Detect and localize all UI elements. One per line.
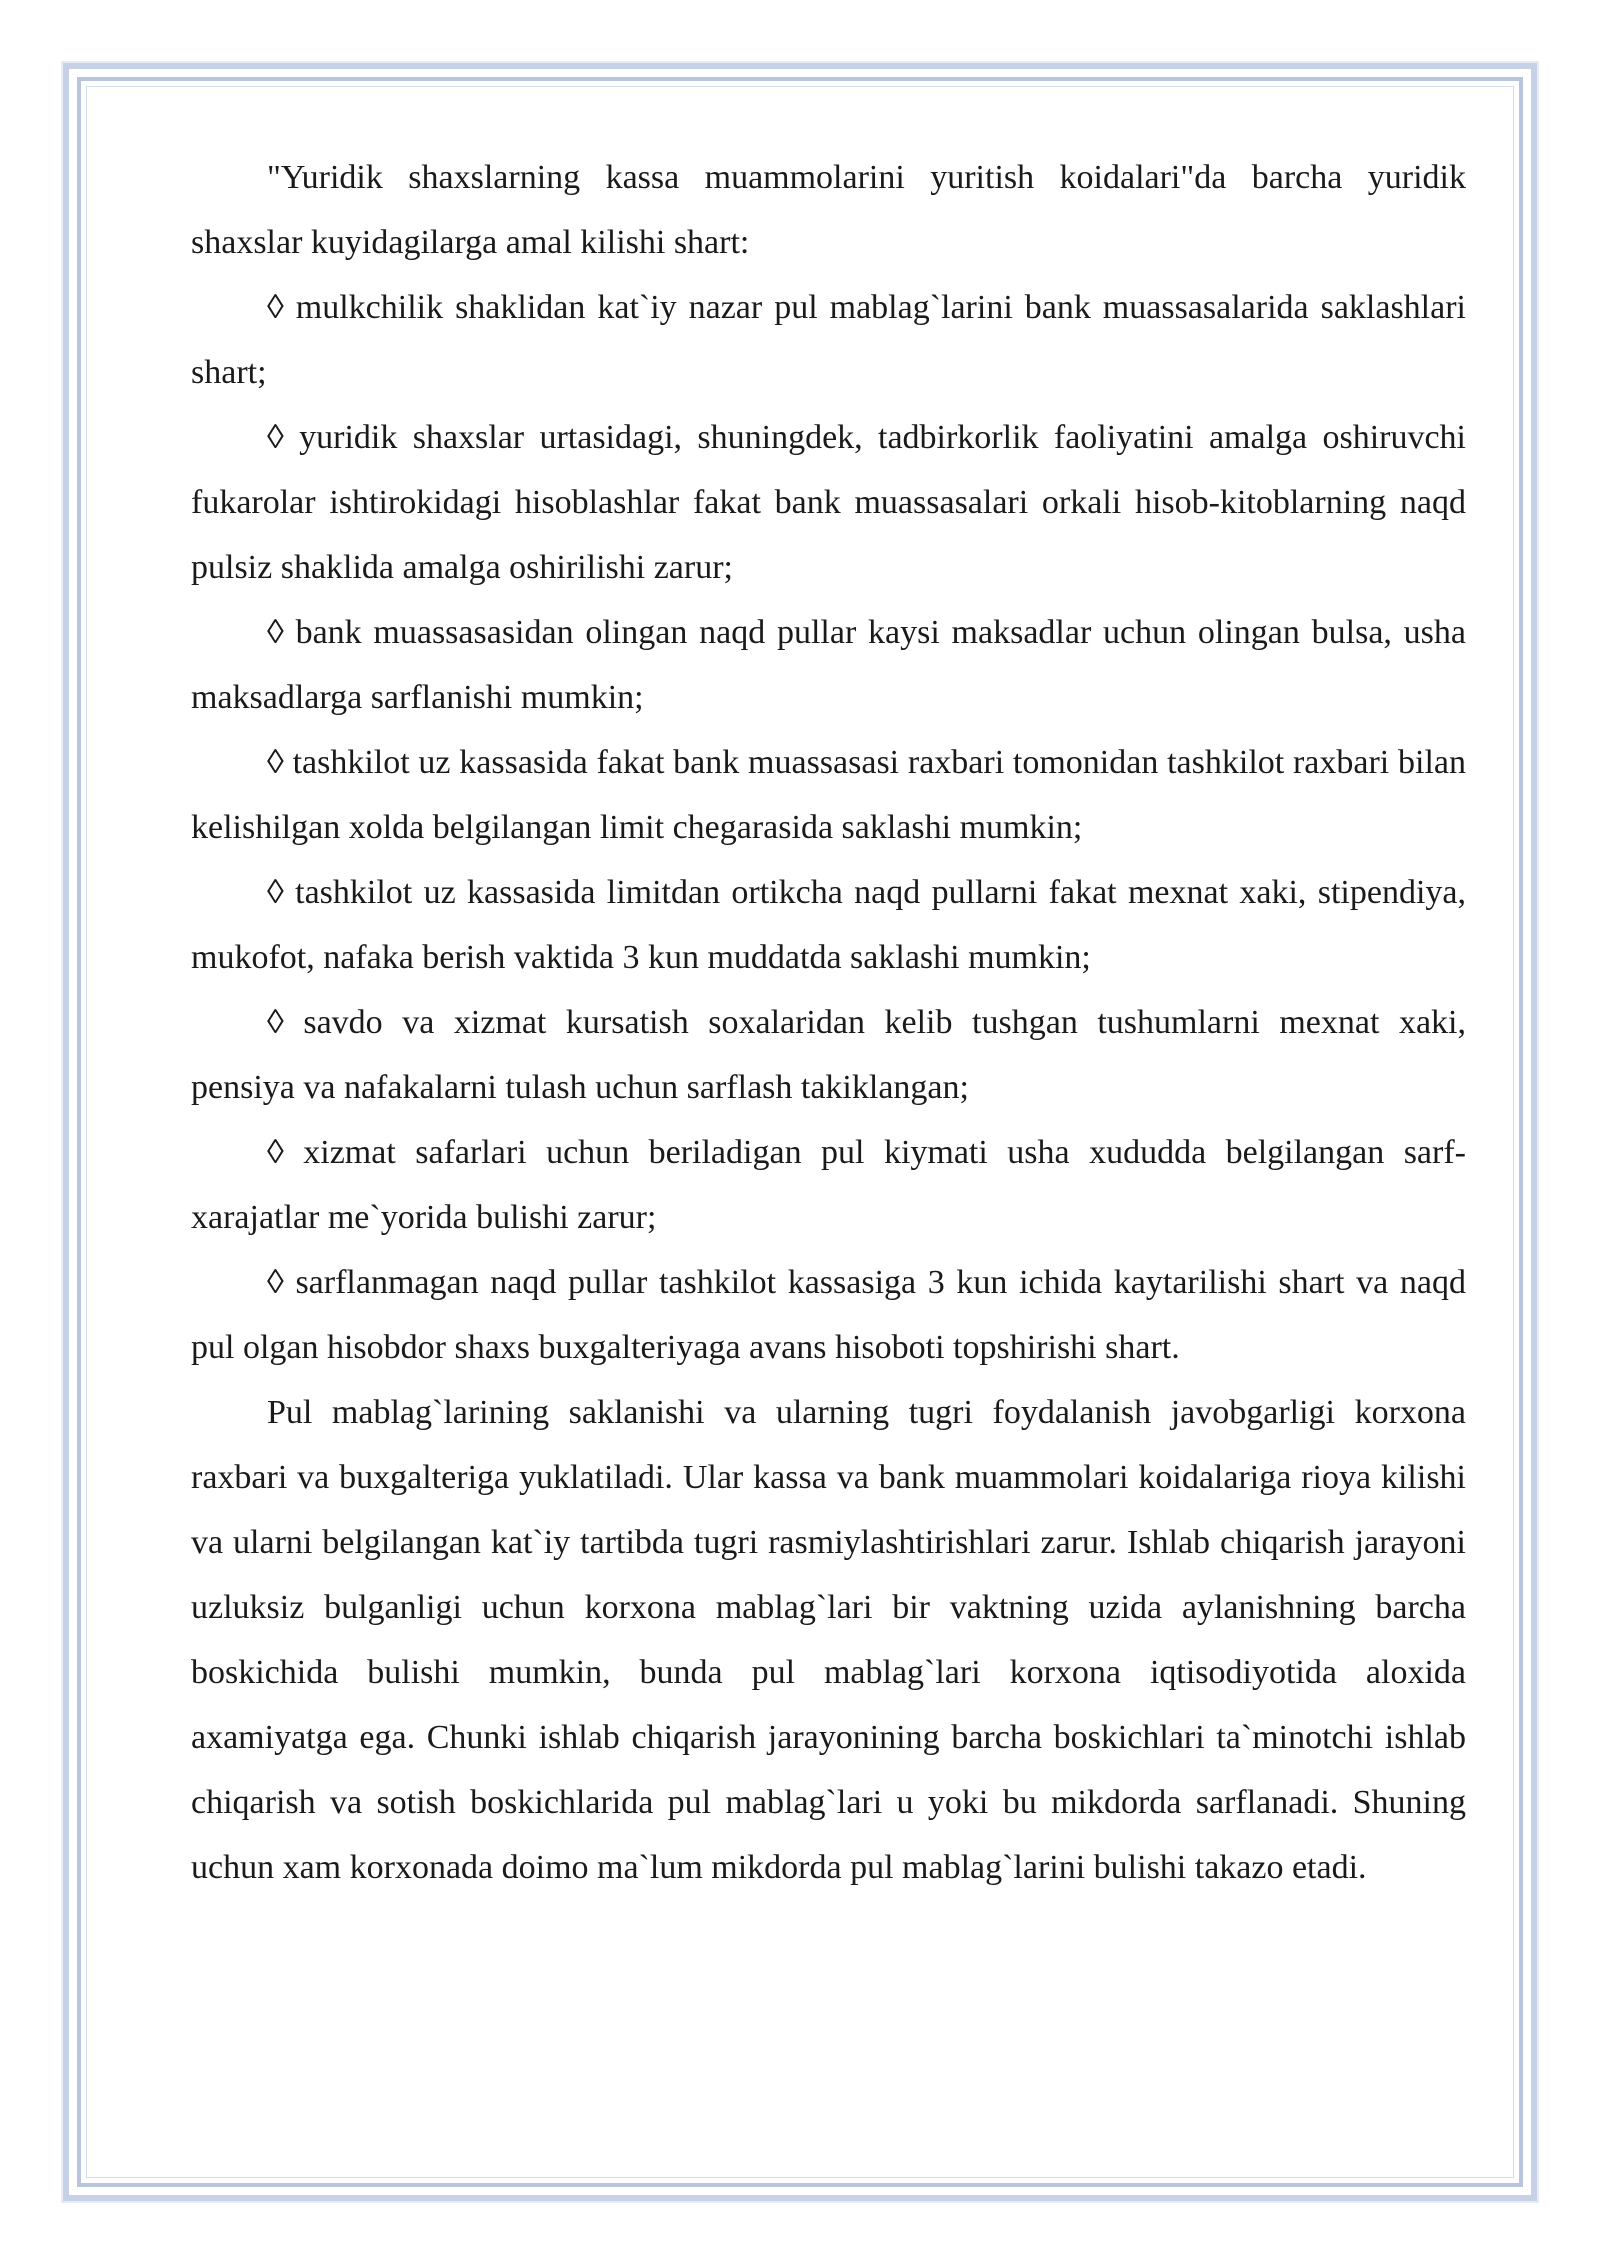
rule-item-1: ◊ mulkchilik shaklidan kat`iy nazar pul mablag`larini bank muassasalarida saklashlari shart; — [191, 289, 1466, 391]
rule-item-2: ◊ yuridik shaxslar urtasidagi, shuningdek, tadbirkorlik faoliyatini amalga oshiruvchi fukarolar ishtirokidagi hisoblashlar fakat bank muassasalari orkali hisob-kitoblarning naqd pulsiz shaklida amalga oshirilishi zarur; — [191, 419, 1466, 586]
rule-item-6: ◊ savdo va xizmat kursatish soxalaridan kelib tushgan tushumlarni mexnat xaki, pensiya va nafakalarni tulash uchun sarflash takiklangan; — [191, 1004, 1466, 1106]
rule-item-8: ◊ sarflanmagan naqd pullar tashkilot kassasiga 3 kun ichida kaytarilishi shart va naqd pul olgan hisobdor shaxs buxgalteriyaga avans hisoboti topshirishi shart. — [191, 1264, 1466, 1366]
document-body — [191, 145, 1466, 1900]
rule-item-7: ◊ xizmat safarlari uchun beriladigan pul kiymati usha xududda belgilangan sarf-xarajatlar me`yorida bulishi zarur; — [191, 1134, 1466, 1236]
closing-paragraph: Pul mablag`larining saklanishi va ularning tugri foydalanish javobgarligi korxona raxbari va buxgalteriga yuklatiladi. Ular kassa va bank muammolari koidalariga rioya kilishi va ularni belgilangan kat`iy tartibda tugri rasmiylashtirishlari zarur. Ishlab chiqarish jarayoni uzluksiz bulganligi uchun korxona mablag`lari bir vaktning uzida aylanishning barcha boskichida bulishi mumkin, bunda pul mablag`lari korxona iqtisodiyotida aloxida axamiyatga ega. Chunki ishlab chiqarish jarayonining barcha boskichlari ta`minotchi ishlab chiqarish va sotish boskichlarida pul mablag`lari u yoki bu mikdorda sarflanadi. Shuning uchun xam korxonada doimo ma`lum mikdorda pul mablag`larini bulishi takazo etadi. — [191, 1394, 1466, 1886]
rule-item-3: ◊ bank muassasasidan olingan naqd pullar kaysi maksadlar uchun olingan bulsa, usha maksadlarga sarflanishi mumkin; — [191, 614, 1466, 716]
intro-paragraph: "Yuridik shaxslarning kassa muammolarini yuritish koidalari"da barcha yuridik shaxslar kuyidagilarga amal kilishi shart: — [191, 159, 1466, 261]
rule-item-4: ◊ tashkilot uz kassasida fakat bank muassasasi raxbari tomonidan tashkilot raxbari bilan kelishilgan xolda belgilangan limit chegarasida saklashi mumkin; — [191, 744, 1466, 846]
rule-item-5: ◊ tashkilot uz kassasida limitdan ortikcha naqd pullarni fakat mexnat xaki, stipendiya, mukofot, nafaka berish vaktida 3 kun muddatda saklashi mumkin; — [191, 874, 1466, 976]
